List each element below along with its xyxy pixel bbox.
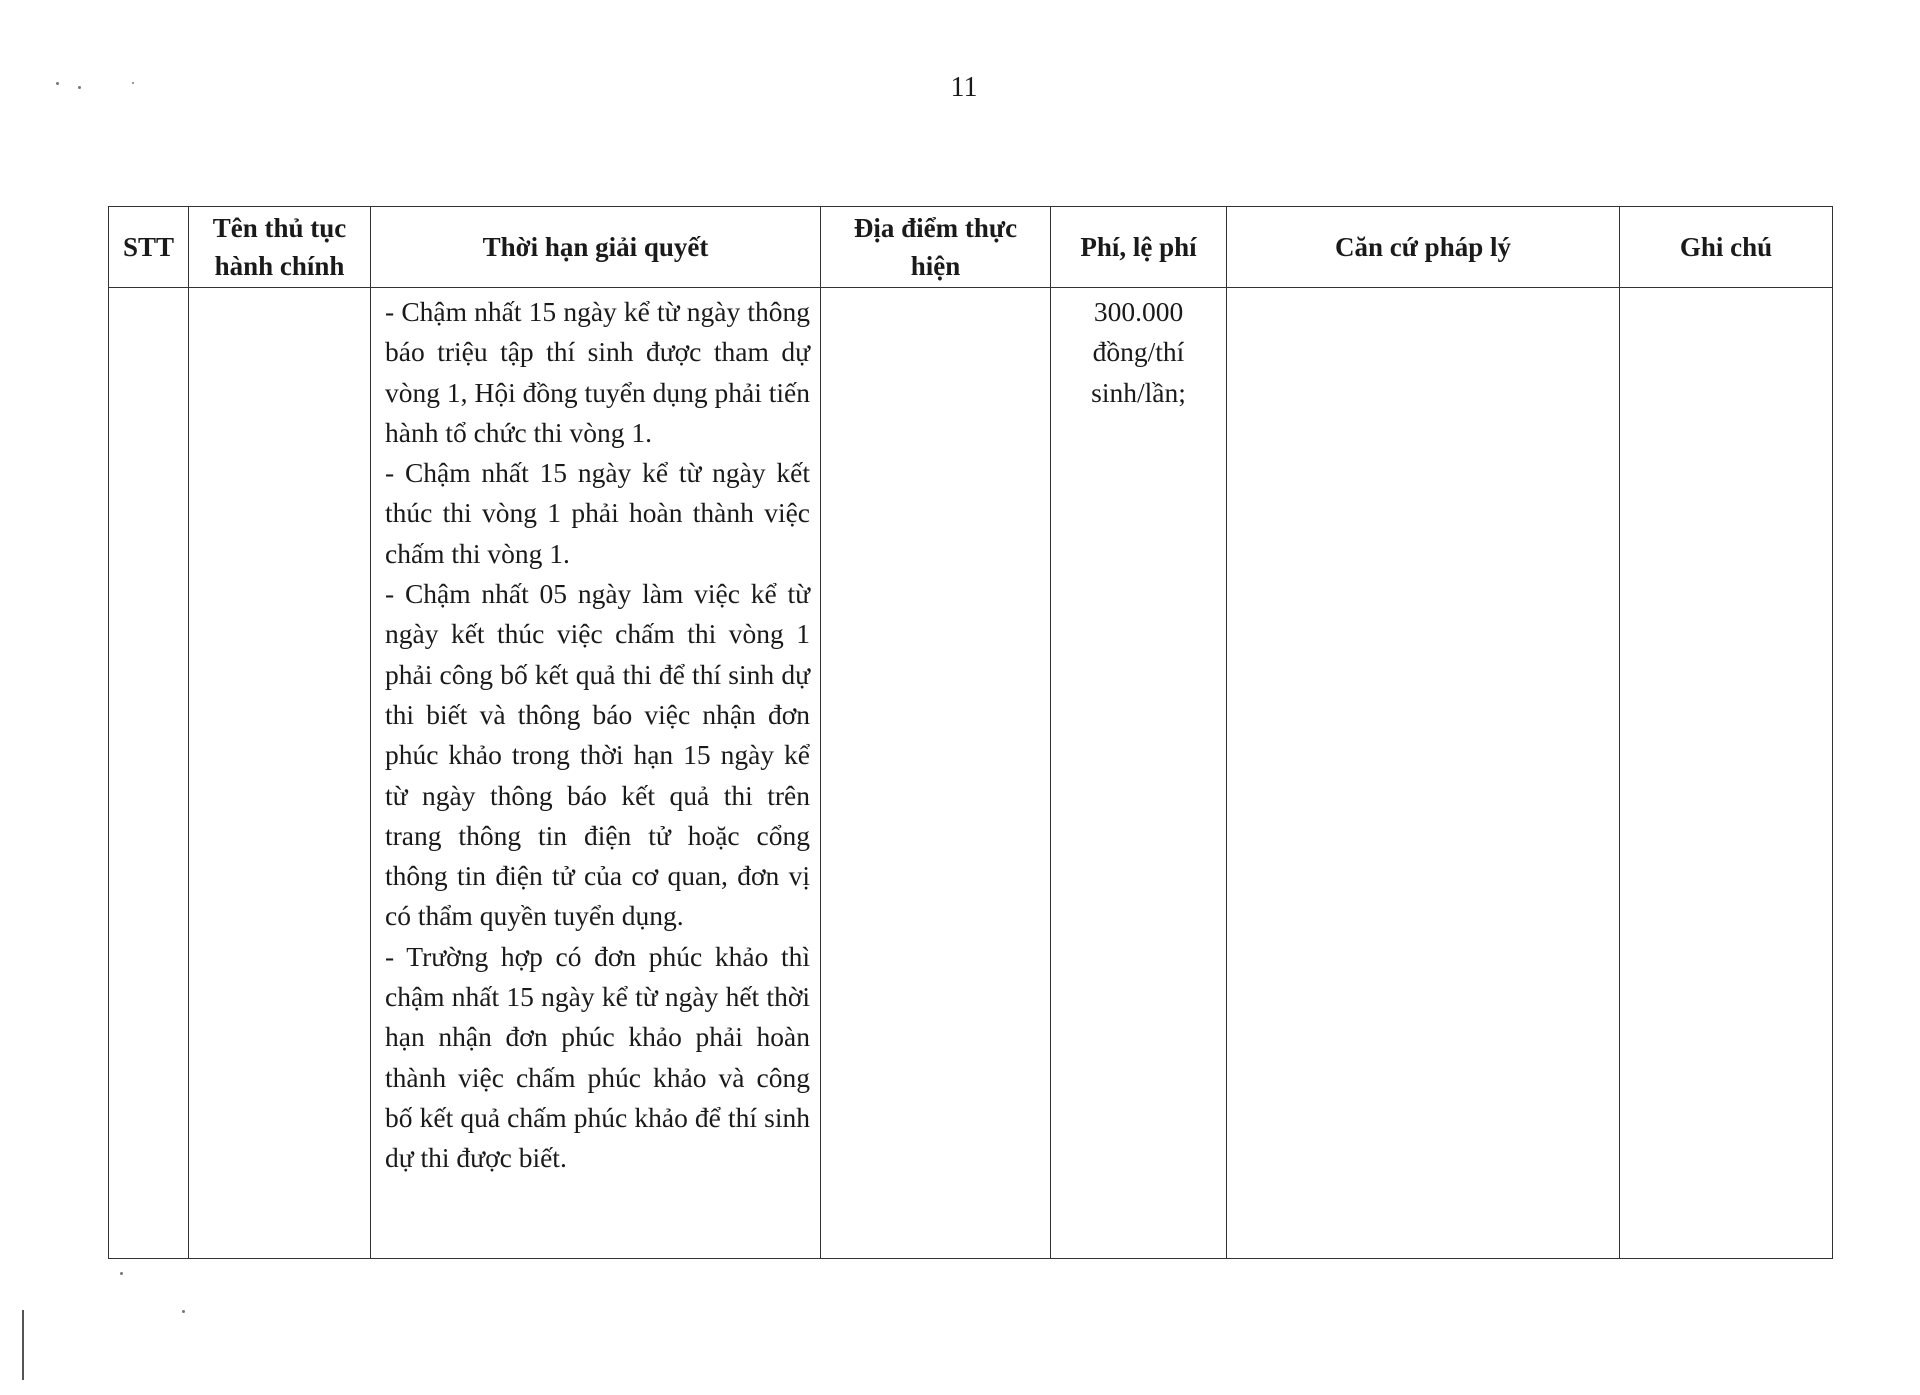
cell-notes [1620,288,1833,1259]
deadline-item: - Chậm nhất 05 ngày làm việc kể từ ngày kết thúc việc chấm thi vòng 1 phải công bố kết quả thi để thí sinh dự thi biết và thông báo việc nhận đơn phúc khảo trong thời hạn 15 ngày kể từ ngày thông báo kết quả thi trên trang thông tin điện tử hoặc cổng thông tin điện tử của cơ quan, đơn vị có thẩm quyền tuyển dụng. [385,578,810,932]
cell-deadline [371,288,821,1259]
header-legal-basis: Căn cứ pháp lý [1227,207,1620,288]
header-location: Địa điểm thực hiện [821,207,1051,288]
procedure-table [108,206,1833,1259]
deadline-item: - Chậm nhất 15 ngày kể từ ngày kết thúc thi vòng 1 phải hoàn thành việc chấm thi vòng 1. [385,457,810,569]
header-stt: STT [109,207,189,288]
fee-text: 300.000 đồng/thí sinh/lần; [1091,296,1186,408]
cell-stt [109,288,189,1259]
scan-edge-mark [22,1310,24,1380]
page-number: 11 [950,72,978,103]
deadline-text [371,288,820,1179]
cell-legal-basis [1227,288,1620,1259]
header-deadline: Thời hạn giải quyết [371,207,821,288]
header-procedure-name: Tên thủ tục hành chính [189,207,371,288]
header-notes: Ghi chú [1620,207,1833,288]
table-header-row [109,207,1833,288]
cell-location [821,288,1051,1259]
cell-procedure-name [189,288,371,1259]
deadline-item: - Trường hợp có đơn phúc khảo thì chậm nhất 15 ngày kể từ ngày hết thời hạn nhận đơn phúc khảo phải hoàn thành việc chấm phúc khảo và công bố kết quả chấm phúc khảo để thí sinh dự thi được biết. [385,940,810,1174]
table-row [109,288,1833,1259]
cell-fee [1051,288,1227,1259]
deadline-item: - Chậm nhất 15 ngày kể từ ngày thông báo triệu tập thí sinh được tham dự vòng 1, Hội đồng tuyển dụng phải tiến hành tổ chức thi vòng 1. [385,296,810,448]
header-fee: Phí, lệ phí [1051,207,1227,288]
